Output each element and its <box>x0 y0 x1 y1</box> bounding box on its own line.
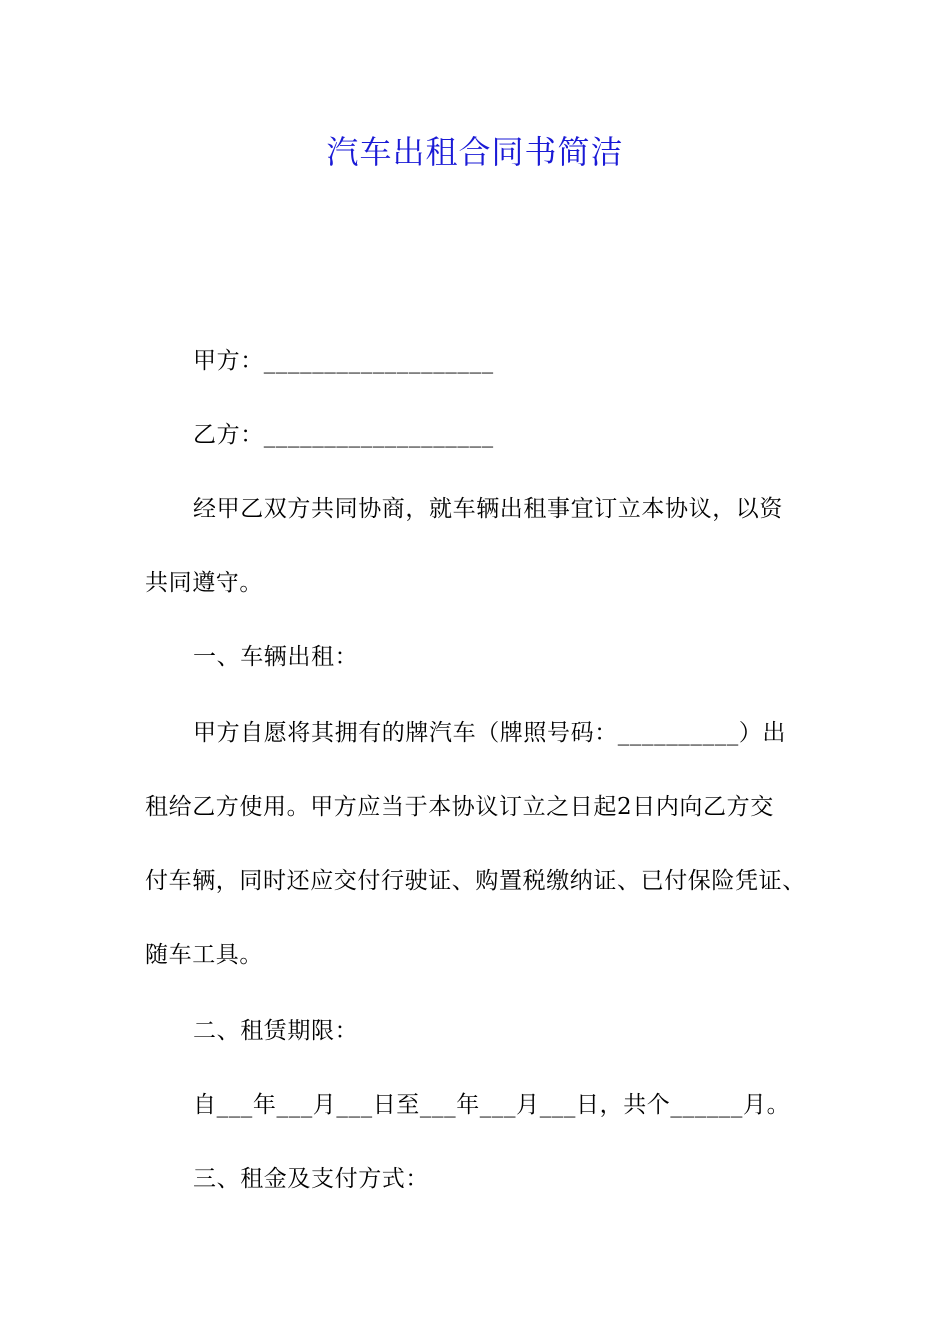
intro-paragraph-line-2: 共同遵守。 <box>145 570 263 596</box>
section-3-heading: 三、租金及支付方式： <box>193 1166 429 1192</box>
party-b-line: 乙方：___________________ <box>193 422 494 448</box>
intro-paragraph-line-1: 经甲乙双方共同协商，就车辆出租事宜订立本协议，以资 <box>193 496 783 522</box>
section-1-paragraph-line-2: 租给乙方使用。甲方应当于本协议订立之日起2日内向乙方交 <box>145 794 774 820</box>
document-title: 汽车出租合同书简洁 <box>326 133 624 171</box>
section-1-paragraph-line-1: 甲方自愿将其拥有的牌汽车（牌照号码：__________）出 <box>193 720 786 746</box>
section-2-heading: 二、租赁期限： <box>193 1018 359 1044</box>
section-1-paragraph-line-3: 付车辆，同时还应交付行驶证、购置税缴纳证、已付保险凭证、 <box>145 868 806 894</box>
party-a-line: 甲方：___________________ <box>193 348 494 374</box>
section-2-paragraph-line-1: 自___年___月___日至___年___月___日，共个______月。 <box>193 1092 791 1118</box>
section-1-paragraph-line-4: 随车工具。 <box>145 942 263 968</box>
section-1-heading: 一、车辆出租： <box>193 644 359 670</box>
